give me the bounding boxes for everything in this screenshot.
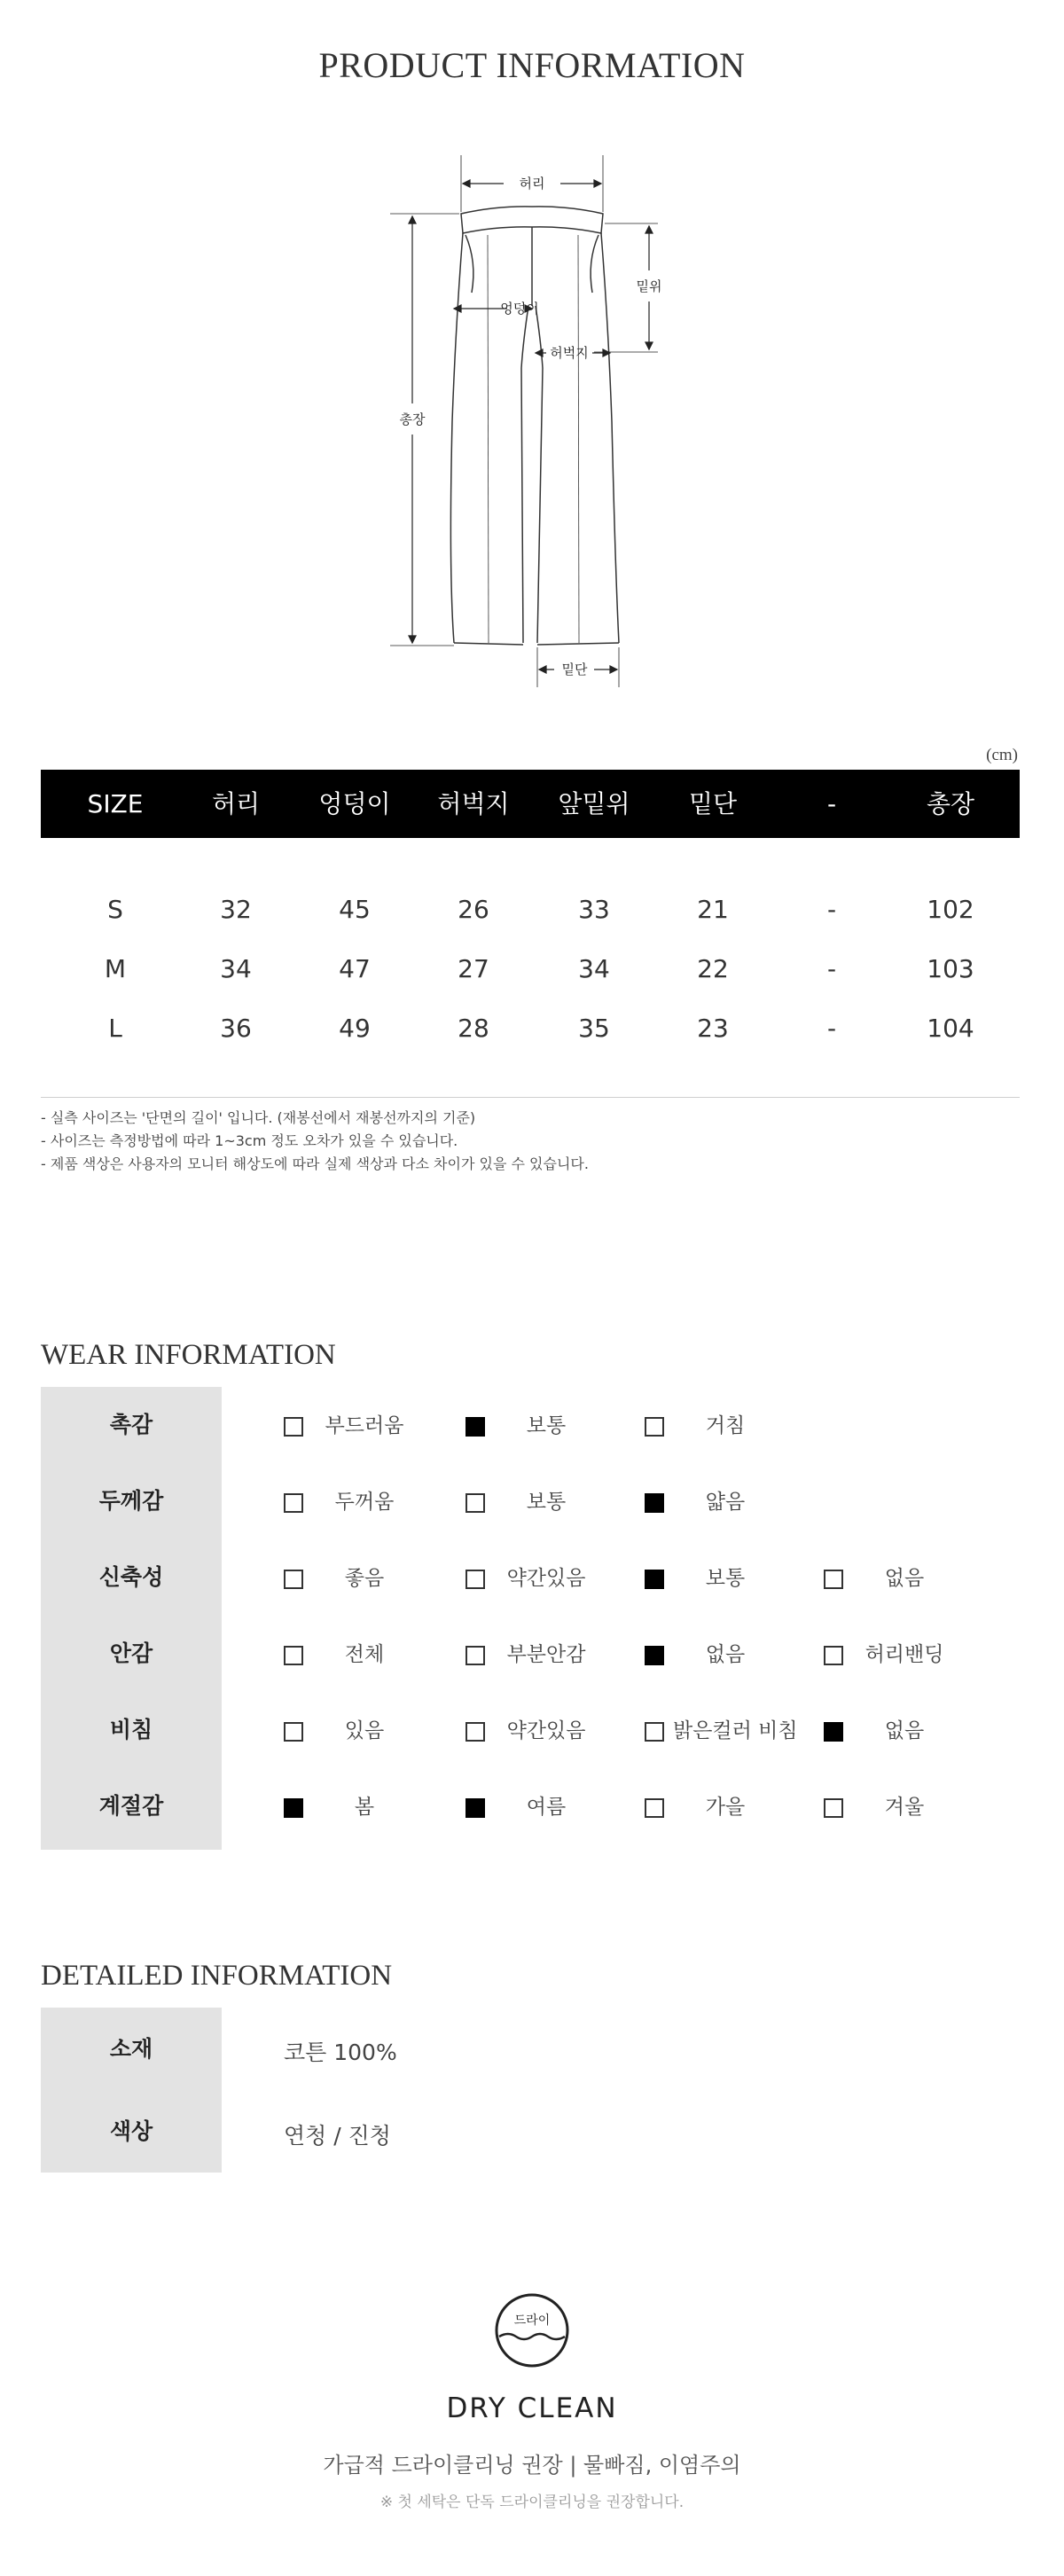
unchecked-box-icon xyxy=(284,1646,303,1665)
cell-hip: 47 xyxy=(339,954,371,983)
checked-box-icon xyxy=(284,1798,303,1818)
table-row xyxy=(41,939,1020,998)
header-blank: - xyxy=(826,789,837,818)
dry-clean-icon xyxy=(494,2292,570,2373)
header-size: SIZE xyxy=(87,789,144,818)
wear-option-label: 없음 xyxy=(884,1719,925,1742)
wear-label: 계절감 xyxy=(98,1793,164,1819)
dry-clean-icon-text: 드라이 xyxy=(513,2314,551,2328)
cell-thigh: 27 xyxy=(458,954,489,983)
wear-label: 비침 xyxy=(109,1717,153,1742)
cell-total-length: 103 xyxy=(927,954,974,983)
wear-option-label: 두꺼움 xyxy=(334,1491,395,1514)
unchecked-box-icon xyxy=(284,1417,303,1437)
unchecked-box-icon xyxy=(645,1417,664,1437)
pants-diagram-svg xyxy=(372,146,692,696)
wear-option-label: 겨울 xyxy=(884,1796,925,1819)
cell-front-rise: 34 xyxy=(578,954,610,983)
unchecked-box-icon xyxy=(466,1722,485,1742)
wear-option-label: 거침 xyxy=(705,1414,746,1437)
care-note: ※ 첫 세탁은 단독 드라이클리닝을 권장합니다. xyxy=(379,2494,685,2511)
header-waist: 허리 xyxy=(211,789,261,818)
checked-box-icon xyxy=(824,1722,843,1742)
unchecked-box-icon xyxy=(466,1570,485,1589)
header-thigh: 허벅지 xyxy=(437,789,510,818)
wear-label: 신축성 xyxy=(98,1564,164,1590)
detailed-info-title: DETAILED INFORMATION xyxy=(41,1960,393,1992)
checked-box-icon xyxy=(645,1493,664,1513)
wear-option-label: 밝은컬러 비침 xyxy=(673,1719,798,1742)
wear-option-label: 보통 xyxy=(526,1491,567,1514)
detail-label-column xyxy=(41,2008,222,2173)
cell-size: L xyxy=(108,1014,122,1043)
cell-thigh: 26 xyxy=(458,895,489,924)
wear-option-label: 보통 xyxy=(526,1414,567,1437)
care-title: DRY CLEAN xyxy=(446,2392,618,2424)
wear-option-label: 있음 xyxy=(344,1719,385,1742)
wear-option-label: 부분안감 xyxy=(506,1643,586,1666)
wear-option-label: 없음 xyxy=(705,1643,746,1666)
wear-option-label: 약간있음 xyxy=(506,1567,586,1590)
color-value: 연청 / 진청 xyxy=(284,2123,391,2149)
diagram-label-waist: 허리 xyxy=(519,176,545,192)
checked-box-icon xyxy=(645,1646,664,1665)
unchecked-box-icon xyxy=(824,1798,843,1818)
cell-hip: 49 xyxy=(339,1014,371,1043)
cell-hip: 45 xyxy=(339,895,371,924)
cell-hem: 22 xyxy=(697,954,729,983)
diagram-label-rise: 밑위 xyxy=(636,278,662,294)
wear-label: 촉감 xyxy=(109,1412,153,1437)
wear-option-label: 허리밴딩 xyxy=(864,1643,944,1666)
checked-box-icon xyxy=(466,1417,485,1437)
unchecked-box-icon xyxy=(824,1570,843,1589)
size-notes xyxy=(41,1107,589,1176)
wear-option-label: 봄 xyxy=(354,1796,375,1819)
cell-hem: 21 xyxy=(697,895,729,924)
cell-waist: 32 xyxy=(220,895,252,924)
unchecked-box-icon xyxy=(284,1722,303,1742)
cell-total-length: 102 xyxy=(927,895,974,924)
wear-option-label: 얇음 xyxy=(705,1491,746,1514)
unchecked-box-icon xyxy=(466,1646,485,1665)
unchecked-box-icon xyxy=(645,1798,664,1818)
detail-label: 소재 xyxy=(109,2036,153,2062)
wear-option-label: 여름 xyxy=(526,1796,567,1819)
cell-waist: 36 xyxy=(220,1014,252,1043)
unchecked-box-icon xyxy=(284,1493,303,1513)
cell-size: M xyxy=(104,954,127,983)
wear-label-column xyxy=(41,1387,222,1850)
table-row xyxy=(41,998,1020,1058)
pants-diagram xyxy=(372,146,692,701)
page-title: PRODUCT INFORMATION xyxy=(318,45,746,85)
diagram-label-thigh: 허벅지 xyxy=(550,345,589,361)
wear-option-label: 부드러움 xyxy=(325,1414,404,1437)
divider xyxy=(41,1097,1020,1098)
header-front-rise: 앞밑위 xyxy=(558,789,630,818)
cell-size: S xyxy=(107,895,123,924)
care-description: 가급적 드라이클리닝 권장 | 물빠짐, 이염주의 xyxy=(323,2453,741,2478)
cell-front-rise: 33 xyxy=(578,895,610,924)
wear-option-label: 좋음 xyxy=(344,1567,385,1590)
wear-info-title: WEAR INFORMATION xyxy=(41,1339,336,1371)
header-hem: 밑단 xyxy=(688,789,738,818)
size-table-header xyxy=(41,770,1020,838)
unchecked-box-icon xyxy=(824,1646,843,1665)
note-line: - 제품 색상은 사용자의 모니터 해상도에 따라 실제 색상과 다소 차이가 있을 수 있습니다. xyxy=(41,1155,589,1172)
cell-blank: - xyxy=(826,954,837,983)
wear-option-label: 가을 xyxy=(705,1796,746,1819)
cell-total-length: 104 xyxy=(927,1014,974,1043)
unchecked-box-icon xyxy=(466,1493,485,1513)
checked-box-icon xyxy=(466,1798,485,1818)
header-total-length: 총장 xyxy=(926,789,975,818)
cell-blank: - xyxy=(826,895,837,924)
wear-label: 두께감 xyxy=(98,1488,164,1514)
wear-option-label: 없음 xyxy=(884,1567,925,1590)
checked-box-icon xyxy=(645,1570,664,1589)
note-line: - 실측 사이즈는 '단면의 길이' 입니다. (재봉선에서 재봉선까지의 기준) xyxy=(41,1109,476,1126)
cell-hem: 23 xyxy=(697,1014,729,1043)
detail-label: 색상 xyxy=(109,2118,153,2144)
material-value: 코튼 100% xyxy=(284,2040,397,2065)
wear-label: 안감 xyxy=(109,1640,153,1666)
header-hip: 엉덩이 xyxy=(318,789,391,818)
diagram-label-total-length: 총장 xyxy=(399,411,426,427)
wear-option-label: 전체 xyxy=(344,1643,385,1666)
table-row xyxy=(41,880,1020,939)
diagram-label-hip: 엉덩이 xyxy=(500,301,539,317)
unchecked-box-icon xyxy=(645,1722,664,1742)
cell-waist: 34 xyxy=(220,954,252,983)
unit-label: (cm) xyxy=(986,746,1018,764)
unchecked-box-icon xyxy=(284,1570,303,1589)
diagram-label-hem: 밑단 xyxy=(561,662,588,677)
wear-option-label: 약간있음 xyxy=(506,1719,586,1742)
cell-thigh: 28 xyxy=(458,1014,489,1043)
cell-front-rise: 35 xyxy=(578,1014,610,1043)
note-line: - 사이즈는 측정방법에 따라 1~3cm 정도 오차가 있을 수 있습니다. xyxy=(41,1132,458,1149)
cell-blank: - xyxy=(826,1014,837,1043)
wear-option-label: 보통 xyxy=(705,1567,746,1590)
